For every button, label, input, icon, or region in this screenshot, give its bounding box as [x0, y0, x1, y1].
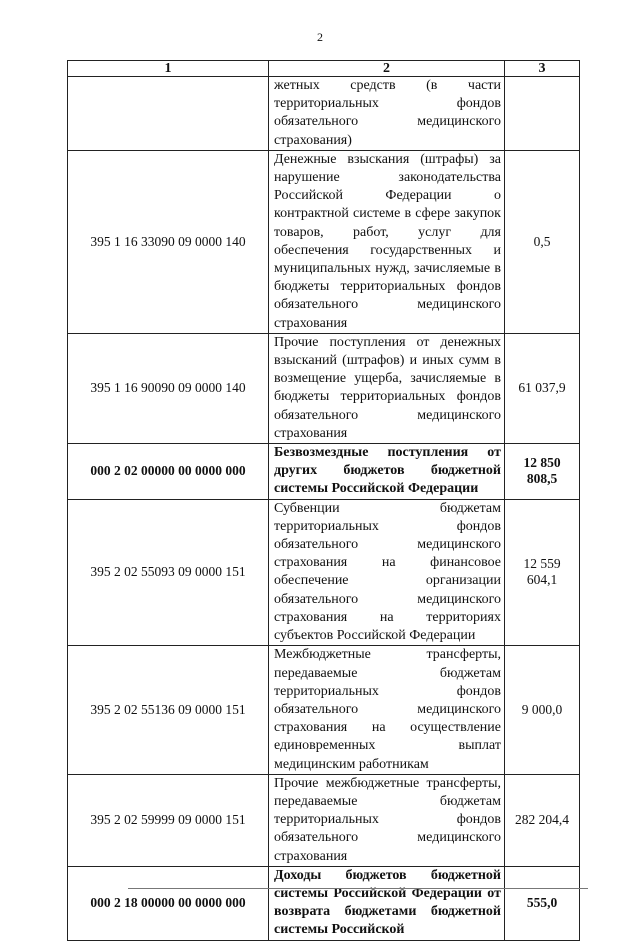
row-amount-cell: 12 850 808,5	[505, 444, 580, 500]
row-description-cell: Межбюджетные трансферты, передаваемые бюджетам территориальных фондов обязательного медицинского страхования на осуществление единовременных выплат медицинским работникам	[269, 646, 505, 774]
row-code-cell: 395 2 02 55093 09 0000 151	[68, 499, 269, 646]
row-description-cell: Прочие поступления от денежных взысканий (штрафов) и иных сумм в возмещение ущерба, зачисляемые в бюджеты территориальных фондов обязательного медицинского страхования	[269, 333, 505, 443]
row-description-cell: Доходы бюджетов бюджетной системы Российской Федерации от возврата бюджетами бюджетной системы Российской	[269, 866, 505, 940]
budget-table	[67, 60, 580, 941]
row-description-cell: Прочие межбюджетные трансферты, передаваемые бюджетам территориальных фондов обязательного медицинского страхования	[269, 774, 505, 866]
row-amount-cell: 555,0	[505, 866, 580, 940]
row-code-cell: 395 2 02 55136 09 0000 151	[68, 646, 269, 774]
row-description-cell: жетных средств (в части территориальных фондов обязательного медицинского страхования)	[269, 77, 505, 151]
row-code-cell: 395 1 16 33090 09 0000 140	[68, 150, 269, 333]
footer-line	[128, 888, 588, 889]
row-amount-cell: 282 204,4	[505, 774, 580, 866]
row-amount-cell	[505, 77, 580, 151]
table-row	[68, 150, 580, 333]
table-row	[68, 444, 580, 500]
row-code-cell: 000 2 02 00000 00 0000 000	[68, 444, 269, 500]
table-row	[68, 774, 580, 866]
table-row	[68, 77, 580, 151]
row-description-cell: Субвенции бюджетам территориальных фондов обязательного медицинского страхования на финансовое обеспечение организации обязательного медицинского страхования на территориях субъектов Российской Федерации	[269, 499, 505, 646]
header-row	[68, 61, 580, 77]
row-code-cell	[68, 77, 269, 151]
table-row	[68, 499, 580, 646]
table-row	[68, 333, 580, 443]
row-amount-cell: 61 037,9	[505, 333, 580, 443]
table-row	[68, 646, 580, 774]
column-header-code: 1	[68, 61, 269, 77]
row-description-cell: Денежные взыскания (штрафы) за нарушение законодательства Российской Федерации о контрактной системе в сфере закупок товаров, работ, услуг для обеспечения государственных и муниципальных нужд, зачисляемые в бюджеты территориальных фондов обязательного медицинского страхования	[269, 150, 505, 333]
column-header-description: 2	[269, 61, 505, 77]
table-row	[68, 866, 580, 940]
row-code-cell: 395 1 16 90090 09 0000 140	[68, 333, 269, 443]
row-amount-cell: 12 559 604,1	[505, 499, 580, 646]
row-amount-cell: 0,5	[505, 150, 580, 333]
page-number: 2	[317, 30, 323, 44]
row-code-cell: 395 2 02 59999 09 0000 151	[68, 774, 269, 866]
column-header-amount: 3	[505, 61, 580, 77]
row-amount-cell: 9 000,0	[505, 646, 580, 774]
row-code-cell: 000 2 18 00000 00 0000 000	[68, 866, 269, 940]
row-description-cell: Безвозмездные поступления от других бюджетов бюджетной системы Российской Федерации	[269, 444, 505, 500]
